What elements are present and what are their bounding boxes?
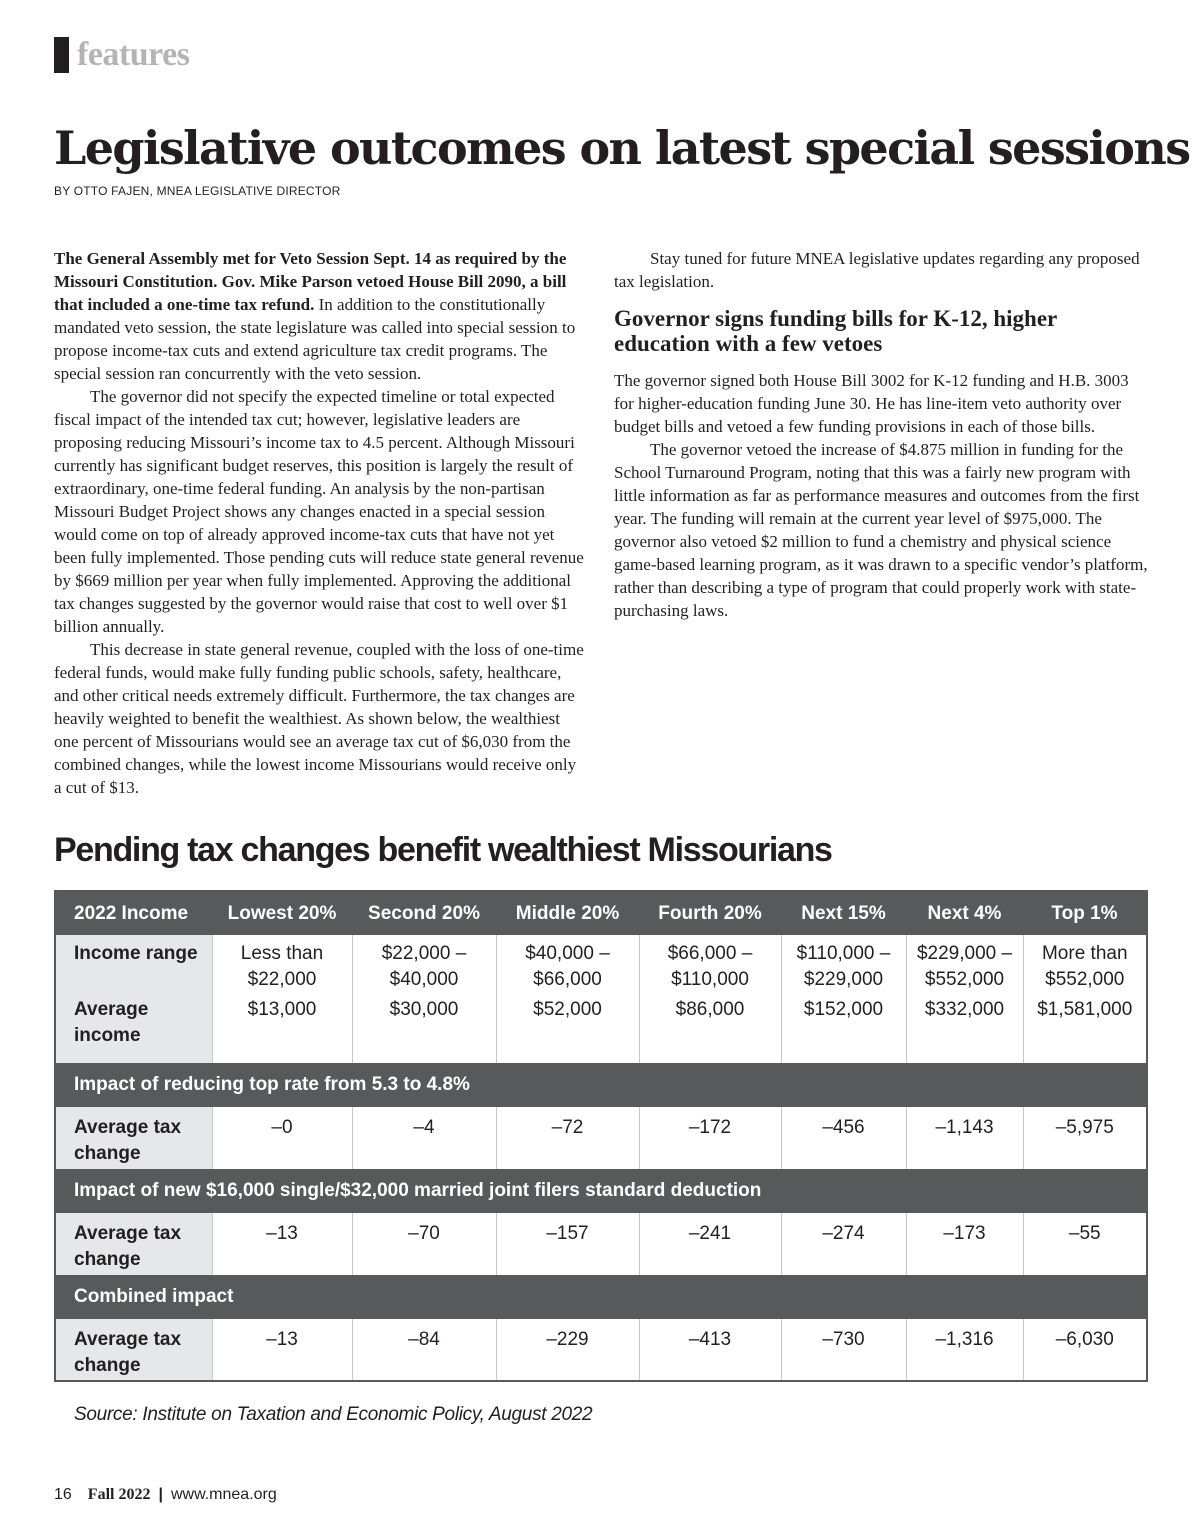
header-cell: Next 15% <box>781 891 906 935</box>
header-cell: Lowest 20% <box>212 891 352 935</box>
article-column-left <box>54 247 584 799</box>
table-cell: –70 <box>352 1213 496 1275</box>
section-title: Impact of new $16,000 single/$32,000 married joint filers standard deduction <box>55 1169 1147 1213</box>
table-cell: –241 <box>639 1213 781 1275</box>
article-byline: BY OTTO FAJEN, MNEA LEGISLATIVE DIRECTOR <box>54 184 341 198</box>
table-cell: –1,143 <box>906 1107 1023 1169</box>
table-cell: –6,030 <box>1023 1319 1147 1381</box>
issue-label: Fall 2022 <box>87 1486 151 1503</box>
table-header-row <box>55 891 1147 935</box>
article-column-right <box>614 247 1150 622</box>
table-cell: $52,000 <box>496 997 639 1063</box>
footer-separator: | <box>158 1486 163 1503</box>
table-cell: –157 <box>496 1213 639 1275</box>
lead-bold-text: The General Assembly met for Veto Session Sept. 14 as required by the Missouri Constitution. Gov. Mike Parson vetoed House Bill 2090, a bill that included a one-time tax refund. <box>54 249 567 314</box>
paragraph-2: The governor did not specify the expected timeline or total expected fiscal impact of the intended tax cut; however, legislative leaders are proposing reducing Missouri’s income tax to 4.5 percent. Although Missouri currently has significant budget reserves, this position is largely the result of extraordinary, one-time federal funding. An analysis by the non-partisan Missouri Budget Project shows any changes enacted in a special session would come on top of already approved income-tax cuts that have not yet been fully implemented. Those pending cuts will reduce state general revenue by $669 million per year when fully implemented. Approving the additional tax changes suggested by the governor would raise that cost to well over $1 billion annually. <box>54 387 584 636</box>
table-row-tax-change <box>55 1213 1147 1275</box>
section-band-combined <box>55 1275 1147 1319</box>
table-cell: $110,000 – $229,000 <box>781 935 906 997</box>
section-tag <box>54 36 189 74</box>
paragraph-3: This decrease in state general revenue, coupled with the loss of one-time federal funds, would make fully funding public schools, safety, healthcare, and other critical needs extremely difficult. Furthermore, the tax changes are heavily weighted to benefit the wealthiest. As shown below, the wealthiest one percent of Missourians would see an average tax cut of $6,030 from the combined changes, while the lowest income Missourians would receive only a cut of $13. <box>54 640 584 797</box>
row-label: Average tax change <box>55 1319 212 1381</box>
table-cell: –4 <box>352 1107 496 1169</box>
article-subhead: Governor signs funding bills for K-12, higher education with a few vetoes <box>614 306 1057 356</box>
section-title: Combined impact <box>55 1275 1147 1319</box>
article-headline: Legislative outcomes on latest special sessions <box>54 121 1190 175</box>
table-cell: –274 <box>781 1213 906 1275</box>
table-row-tax-change <box>55 1107 1147 1169</box>
table-cell: –13 <box>212 1319 352 1381</box>
table-cell: $152,000 <box>781 997 906 1063</box>
tax-changes-table <box>54 890 1148 1382</box>
table-cell: –172 <box>639 1107 781 1169</box>
table-cell: –229 <box>496 1319 639 1381</box>
table-cell: $66,000 – $110,000 <box>639 935 781 997</box>
page-number: 16 <box>54 1486 72 1503</box>
row-label: Average income <box>55 997 212 1063</box>
header-cell: Next 4% <box>906 891 1023 935</box>
table-cell: $1,581,000 <box>1023 997 1147 1063</box>
table-cell: –72 <box>496 1107 639 1169</box>
table-cell: –456 <box>781 1107 906 1169</box>
table-cell: $86,000 <box>639 997 781 1063</box>
page-footer <box>54 1484 277 1506</box>
table-cell: $40,000 – $66,000 <box>496 935 639 997</box>
table-source-note: Source: Institute on Taxation and Economic Policy, August 2022 <box>74 1404 593 1425</box>
table-cell: –413 <box>639 1319 781 1381</box>
table-title: Pending tax changes benefit wealthiest Missourians <box>54 831 832 869</box>
table-row-tax-change <box>55 1319 1147 1381</box>
paragraph-4: Stay tuned for future MNEA legislative updates regarding any proposed tax legislation. <box>614 249 1140 291</box>
table-cell: –5,975 <box>1023 1107 1147 1169</box>
header-cell: Middle 20% <box>496 891 639 935</box>
header-cell: Fourth 20% <box>639 891 781 935</box>
header-cell: Top 1% <box>1023 891 1147 935</box>
table-row-income-range <box>55 935 1147 997</box>
table-cell: –1,316 <box>906 1319 1023 1381</box>
table-cell: $13,000 <box>212 997 352 1063</box>
table-cell: –13 <box>212 1213 352 1275</box>
table-cell: Less than $22,000 <box>212 935 352 997</box>
section-band-standard-deduction <box>55 1169 1147 1213</box>
table-cell: $332,000 <box>906 997 1023 1063</box>
table-cell: –730 <box>781 1319 906 1381</box>
paragraph-5: The governor signed both House Bill 3002 for K-12 funding and H.B. 3003 for higher-education funding June 30. He has line-item veto authority over budget bills and vetoed a few funding provisions in each of those bills. <box>614 371 1129 436</box>
row-label: Average tax change <box>55 1107 212 1169</box>
table-cell: $229,000 – $552,000 <box>906 935 1023 997</box>
table-cell: More than $552,000 <box>1023 935 1147 997</box>
section-tag-bar <box>54 37 69 73</box>
table-cell: –55 <box>1023 1213 1147 1275</box>
row-label: Income range <box>55 935 212 997</box>
table-cell: –173 <box>906 1213 1023 1275</box>
section-title: Impact of reducing top rate from 5.3 to 4.8% <box>55 1063 1147 1107</box>
table-cell: $30,000 <box>352 997 496 1063</box>
lead-rest-text: In addition to the constitutionally mandated veto session, the state legislature was called into special session to propose income-tax cuts and extend agriculture tax credit programs. The special session ran concurrently with the veto session. <box>54 295 576 383</box>
header-cell: Second 20% <box>352 891 496 935</box>
table-cell: –84 <box>352 1319 496 1381</box>
section-band-top-rate <box>55 1063 1147 1107</box>
header-cell: 2022 Income <box>55 891 212 935</box>
paragraph-6: The governor vetoed the increase of $4.875 million in funding for the School Turnaround Program, noting that this was a fairly new program with little information as far as performance measures and outcomes from the first year. The funding will remain at the current year level of $975,000. The governor also vetoed $2 million to fund a chemistry and physical science game-based learning program, as it was drawn to a specific vendor’s platform, rather than describing a type of program that could properly work with state-purchasing laws. <box>614 440 1148 620</box>
table-row-average-income <box>55 997 1147 1063</box>
row-label: Average tax change <box>55 1213 212 1275</box>
table-cell: $22,000 – $40,000 <box>352 935 496 997</box>
section-label: features <box>77 36 190 73</box>
lead-paragraph <box>54 247 584 385</box>
website-link[interactable]: www.mnea.org <box>170 1486 277 1503</box>
table-cell: –0 <box>212 1107 352 1169</box>
